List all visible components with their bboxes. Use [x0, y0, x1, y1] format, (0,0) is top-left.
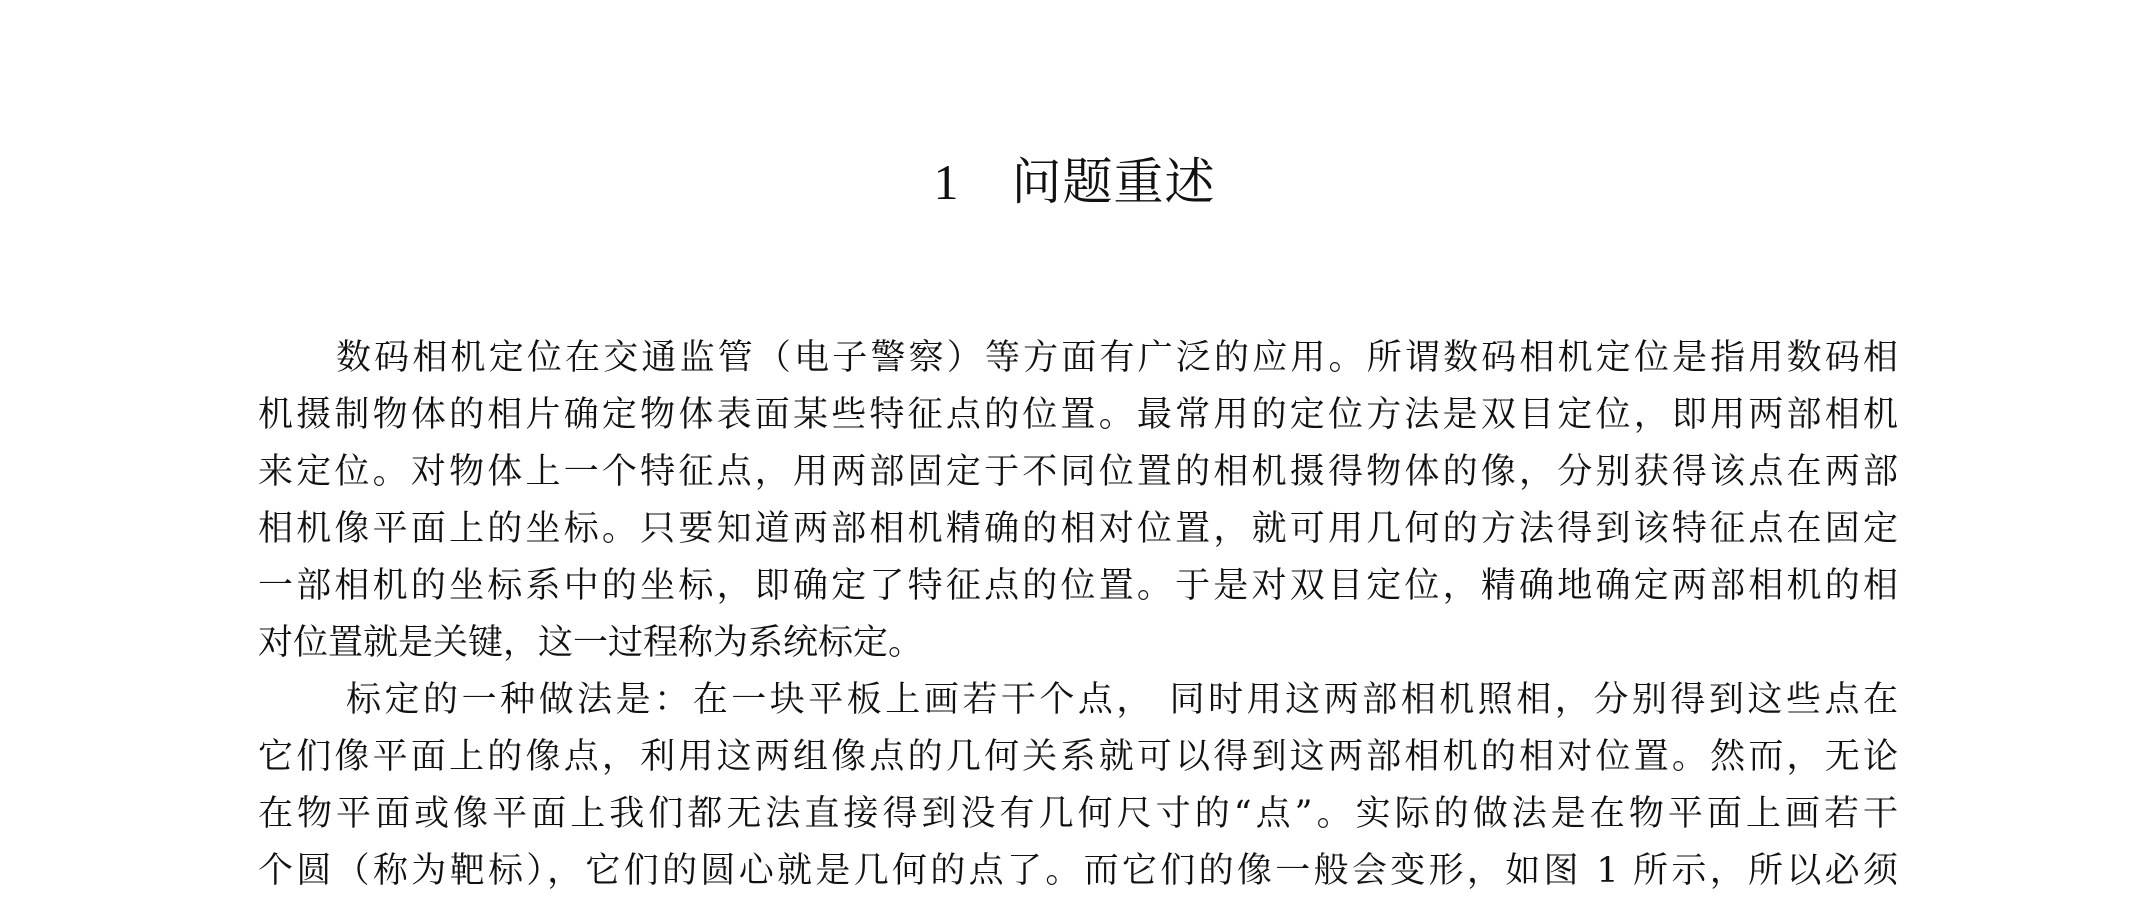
paragraph-2-line-1: 标定的一种做法是：在一块平板上画若干个点， 同时用这两部相机照相，分别得到这些点在 — [346, 680, 1898, 720]
paragraph-2-line-4: 个圆（称为靶标），它们的圆心就是几何的点了。而它们的像一般会变形，如图 1 所示，所以必须 — [258, 851, 1898, 891]
paragraph-1-line-2: 机摄制物体的相片确定物体表面某些特征点的位置。最常用的定位方法是双目定位，即用两部相机 — [258, 395, 1898, 435]
body-text — [258, 330, 1898, 900]
paragraph-2-line-3: 在物平面或像平面上我们都无法直接得到没有几何尺寸的“点”。实际的做法是在物平面上画若干 — [258, 794, 1898, 834]
paragraph-1-line-6: 对位置就是关键，这一过程称为系统标定。 — [258, 623, 924, 663]
paragraph-1-line-1: 数码相机定位在交通监管（电子警察）等方面有广泛的应用。所谓数码相机定位是指用数码相 — [336, 338, 1898, 378]
paragraph-1-line-5: 一部相机的坐标系中的坐标，即确定了特征点的位置。于是对双目定位，精确地确定两部相机的相 — [258, 566, 1898, 606]
section-heading — [0, 150, 2149, 214]
paragraph-1-line-4: 相机像平面上的坐标。只要知道两部相机精确的相对位置，就可用几何的方法得到该特征点在固定 — [258, 509, 1898, 549]
section-number: 1 — [933, 154, 960, 210]
paragraph-2-line-2: 它们像平面上的像点，利用这两组像点的几何关系就可以得到这两部相机的相对位置。然而，无论 — [258, 737, 1898, 777]
paragraph-1-line-3: 来定位。对物体上一个特征点，用两部固定于不同位置的相机摄得物体的像，分别获得该点在两部 — [258, 452, 1898, 492]
paragraph-2 — [258, 672, 1898, 900]
paragraph-1 — [258, 330, 1898, 672]
section-title: 问题重述 — [1011, 153, 1216, 211]
